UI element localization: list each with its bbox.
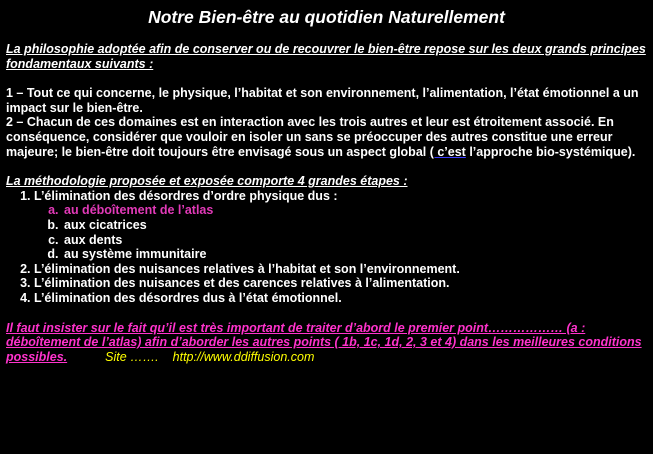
methodology-heading: La méthodologie proposée et exposée comporte 4 grandes étapes : <box>6 174 408 189</box>
sub-step-item-c: c. aux dents <box>62 233 653 248</box>
principle-2-text: 2 – Chacun de ces domaines est en interaction avec les trois autres et leur est étroitement associé. En conséquence, considérer que vouloir en isoler un sans se préoccuper des autres constitue une erreur majeure; le bien-être doit toujours être envisagé sous un aspect global <box>6 115 614 159</box>
principle-2-end: l’approche bio-systémique). <box>465 144 636 159</box>
step-item: 3. L’élimination des nuisances et des carences relatives à l’alimentation. <box>34 276 653 291</box>
principle-2-paren: ( c’est <box>429 144 466 159</box>
site-link[interactable]: http://www.ddiffusion.com <box>172 349 315 364</box>
principle-1: 1 – Tout ce qui concerne, le physique, l’habitat et son environnement, l’alimentation, l’état émotionnel a un impact sur le bien-être. <box>6 86 639 115</box>
steps-list <box>0 189 653 306</box>
sub-step-item-d: d. au système immunitaire <box>62 247 653 262</box>
step-item: 2. L’élimination des nuisances relatives à l’habitat et son l’environnement. <box>34 262 653 277</box>
intro-paragraph: La philosophie adoptée afin de conserver ou de recouvrer le bien-être repose sur les deux grands principes fondamentaux suivants : <box>6 42 646 71</box>
sub-step-item-b: b. aux cicatrices <box>62 218 653 233</box>
closing-paragraph <box>6 321 646 365</box>
sub-step-item-a: a. au déboîtement de l’atlas <box>62 203 653 218</box>
page-title: Notre Bien-être au quotidien Naturellement <box>148 7 505 27</box>
closing-text: Il faut insister sur le fait qu’il est très important de traiter d’abord le premier point……………… (a : déboîtement de l’atlas) afin d’aborder les autres points ( 1b, 1c, 1d, 2, 3 et 4) dans les meilleures conditions possibles. <box>6 320 642 364</box>
step-item: 4. L’élimination des désordres dus à l’état émotionnel. <box>34 291 653 306</box>
site-label: Site ……. <box>105 349 159 364</box>
step-1-text: L’élimination des désordres d’ordre physique dus : <box>34 188 338 203</box>
step-item <box>34 189 653 262</box>
principle-2 <box>6 115 646 159</box>
sub-steps-list <box>34 203 653 261</box>
